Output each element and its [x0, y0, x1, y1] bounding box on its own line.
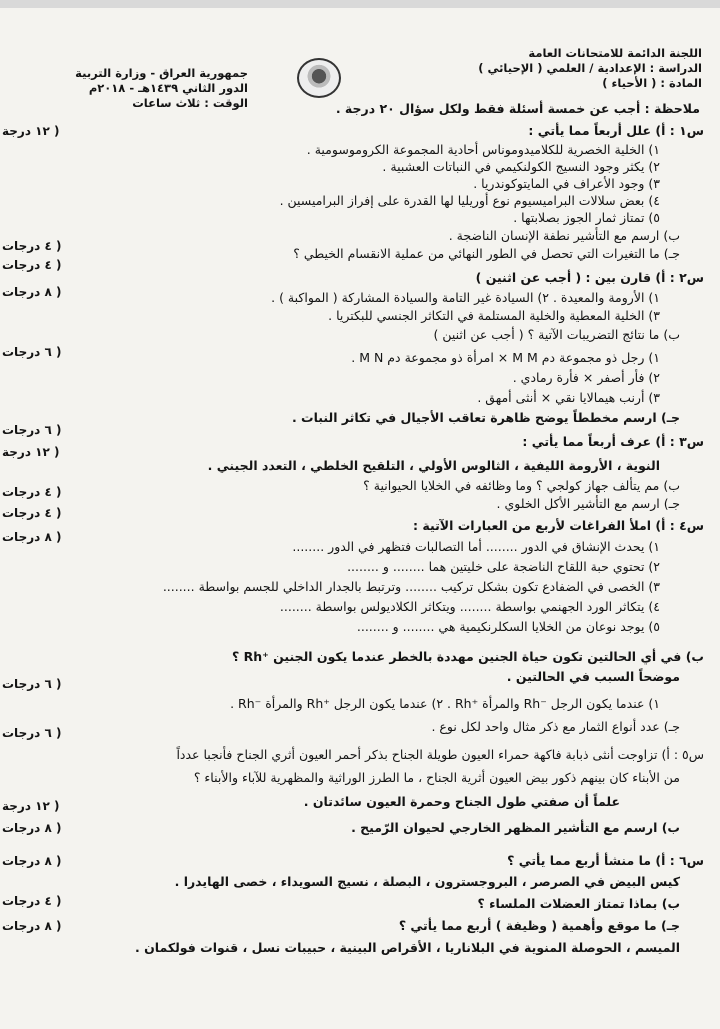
header-right — [412, 46, 702, 91]
q3-c: جـ) ارسم مع التأشير الأكل الخلوي . — [496, 496, 680, 511]
q6-c: جـ) ما موقع وأهمية ( وظيفة ) أربع مما يأتي ؟ — [398, 918, 680, 933]
q6-b: ب) بماذا تمتاز العضلات الملساء ؟ — [477, 896, 680, 911]
q1-item-5: ٥) تمتاز ثمار الجوز بصلابتها . — [513, 210, 660, 225]
q1-item-4: ٤) بعض سلالات البراميسيوم نوع أوريليا لها القدرة على إفراز البراميسين . — [279, 193, 660, 208]
q2-head: س٢ : أ) قارن بين : ( أجب عن اثنين ) — [475, 270, 704, 285]
header-country: جمهورية العراق - وزارة التربية — [75, 66, 248, 80]
header-session: الدور الثاني ١٤٣٩هـ - ٢٠١٨م — [88, 81, 248, 95]
q3-item-1: النوية ، الأرومة الليفية ، الثالوس الأولي ، التلقيح الخلطي ، التعدد الجيني . — [207, 458, 660, 473]
ministry-seal-icon — [297, 58, 341, 98]
q6-b-mark: ( ٤ درجات — [2, 894, 62, 908]
q1-b: ب) ارسم مع التأشير نطفة الإنسان الناضجة . — [448, 228, 680, 243]
q1-mark: ( ١٢ درجة — [2, 124, 60, 138]
q3-head: س٣ : أ) عرف أربعاً مما يأتي : — [522, 434, 704, 449]
q6-c-item-1: الميسم ، الحوصلة المنوية في البلاناريا ، الأقراص البينية ، حبيبات نسل ، قنوات فولكمان . — [135, 940, 680, 955]
top-bar — [0, 0, 720, 8]
q6-item-1: كيس البيض في الصرصر ، البروجسترون ، البصلة ، نسيج السويداء ، خصى الهايدرا . — [174, 874, 680, 889]
q3-c-mark: ( ٤ درجات — [2, 506, 62, 520]
q3-b: ب) مم يتألف جهاز كولجي ؟ وما وظائفه في الخلايا الحيوانية ؟ — [363, 478, 680, 493]
q2-item-2: ٣) الخلية المعطية والخلية المستلمة في التكاثر الجنسي للبكتريا . — [328, 308, 660, 323]
q2-b-mark: ( ٦ درجات — [2, 345, 62, 359]
q4-head: س٤ : أ) املأ الفراغات لأربع من العبارات الآتية : — [413, 518, 704, 533]
q2-c: جـ) ارسم مخططاً يوضح ظاهرة تعاقب الأجيال في تكاثر النبات . — [291, 410, 680, 425]
q1-item-1: ١) الخلية الخصرية للكلاميدوموناس أحادية المجموعة الكروموسومية . — [306, 142, 660, 157]
q1-b-mark: ( ٤ درجات — [2, 239, 62, 253]
q4-mark: ( ٨ درجات — [2, 530, 62, 544]
q5-mark: ( ١٢ درجة — [2, 799, 60, 813]
q4-item-5: ٥) يوجد نوعان من الخلايا السكلرنكيمية هي ........ و ........ — [356, 619, 660, 634]
header-committee: اللجنة الدائمة للامتحانات العامة — [528, 46, 702, 60]
q6-c-mark: ( ٨ درجات — [2, 919, 62, 933]
q3-b-mark: ( ٤ درجات — [2, 485, 62, 499]
q4-c: جـ) عدد أنواع الثمار مع ذكر مثال واحد لكل نوع . — [431, 719, 680, 734]
header-left — [18, 66, 248, 111]
q4-b-mark: ( ٦ درجات — [2, 677, 62, 691]
q5-b: ب) ارسم مع التأشير المظهر الخارجي لحيوان الرّميح . — [351, 820, 680, 835]
q1-c: جـ) ما التغيرات التي تحصل في الطور النهائي من عملية الانقسام الخيطي ؟ — [293, 246, 680, 261]
q4-item-4: ٤) يتكاثر الورد الجهنمي بواسطة ........ ويتكاثر الكلاديولس بواسطة ........ — [279, 599, 660, 614]
q1-item-2: ٢) يكثر وجود النسيج الكولنكيمي في النباتات العشبية . — [382, 159, 660, 174]
q3-mark: ( ١٢ درجة — [2, 445, 60, 459]
q5-line-2: علماً أن صفتي طول الجناح وحمرة العيون سائدتان . — [303, 794, 620, 809]
q2-b-item-1: ١) رجل ذو مجموعة دم M M × امرأة ذو مجموعة دم M N . — [351, 350, 660, 365]
q5-head: س٥ : أ) تزاوجت أنثى ذبابة فاكهة حمراء العيون طويلة الجناح بذكر أحمر العيون أثري الجناح فأنجبا عدداً — [176, 747, 704, 762]
q6-mark: ( ٨ درجات — [2, 854, 62, 868]
q2-b-item-3: ٣) أرنب هيمالايا نقي × أنثى أمهق . — [477, 390, 660, 405]
q2-mark: ( ٨ درجات — [2, 285, 62, 299]
header-time: الوقت : ثلاث ساعات — [132, 96, 248, 110]
q4-item-1: ١) يحدث الإنشاق في الدور ........ أما التصالبات فتظهر في الدور ........ — [292, 539, 660, 554]
exam-sheet — [0, 8, 720, 1029]
q4-b: ب) في أي الحالتين تكون حياة الجنين مهددة بالخطر عندما يكون الجنين ⁺Rh ؟ — [232, 649, 704, 664]
exam-note: ملاحظة : أجب عن خمسة أسئلة فقط ولكل سؤال ٢٠ درجة . — [335, 101, 700, 116]
q5-line-1: من الأبناء كان بينهم ذكور بيض العيون أثرية الجناح ، ما الطرز الوراثية والمظهرية للآباء والأبناء ؟ — [193, 770, 680, 785]
q2-b: ب) ما نتائج التضريبات الآتية ؟ ( أجب عن اثنين ) — [433, 327, 680, 342]
q2-b-item-2: ٢) فأر أصفر × فأرة رمادي . — [512, 370, 660, 385]
header-subject: المادة : ( الأحياء ) — [602, 76, 702, 90]
header-study: الدراسة : الإعدادية / العلمي ( الإحيائي ) — [478, 61, 702, 75]
q4-item-2: ٢) تحتوي حبة اللقاح الناضجة على خليتين هما ........ و ........ — [347, 559, 660, 574]
q4-b-2: موضحاً السبب في الحالتين . — [506, 669, 680, 684]
q4-c-mark: ( ٦ درجات — [2, 726, 62, 740]
q1-c-mark: ( ٤ درجات — [2, 258, 62, 272]
q6-head: س٦ : أ) ما منشأ أربع مما يأتي ؟ — [507, 853, 704, 868]
q2-c-mark: ( ٦ درجات — [2, 423, 62, 437]
q4-item-3: ٣) الخصى في الضفادع تكون بشكل تركيب ........ وترتبط بالجدار الداخلي للجسم بواسطة ........ — [162, 579, 660, 594]
q4-b-item-1: ١) عندما يكون الرجل ⁻Rh والمرأة ⁺Rh . ٢) عندما يكون الرجل ⁺Rh والمرأة ⁻Rh . — [230, 696, 660, 711]
q2-item-1: ١) الأرومة والمعيدة . ٢) السيادة غير التامة والسيادة المشاركة ( المواكبة ) . — [271, 290, 660, 305]
q5-b-mark: ( ٨ درجات — [2, 821, 62, 835]
q1-item-3: ٣) وجود الأعراف في المايتوكوندريا . — [473, 176, 660, 191]
q1-head: س١ : أ) علل أربعاً مما يأتي : — [528, 123, 704, 138]
